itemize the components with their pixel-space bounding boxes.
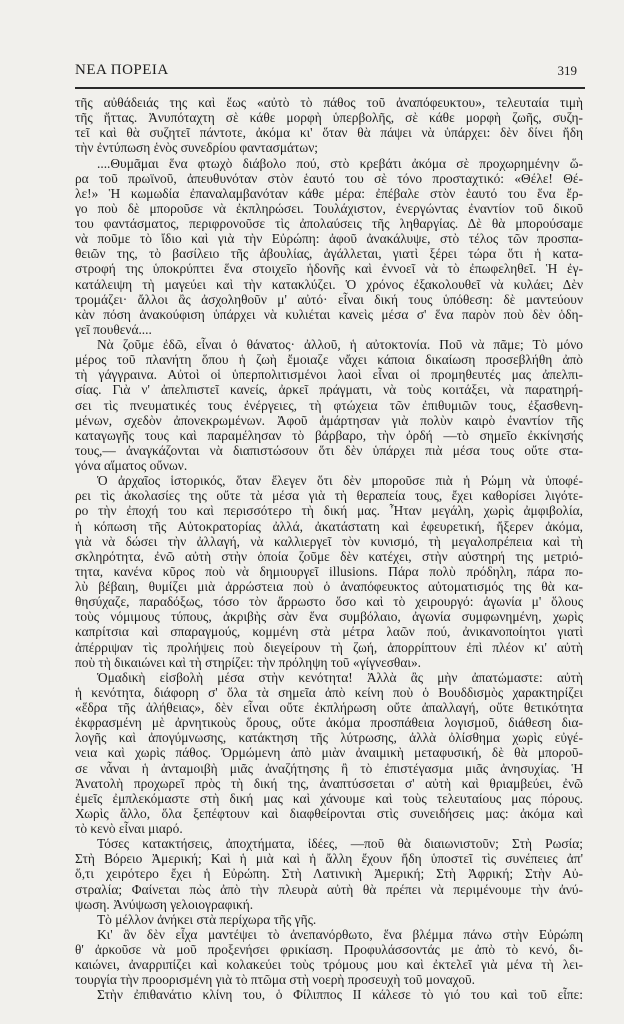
text-line: ἐκφρασμένη μὲ ἀρνητικοὺς ὅρους, οὔτε ἀκόμα προσπάθεια λογισμοῦ, διάθεση δια- (75, 715, 583, 731)
text-line: λογῆς καὶ ἀπογύμνωσης, κατάκτηση τῆς λύτρωσης, ἀλλὰ ὀλίσθημα χωρὶς εὐγέ- (75, 730, 583, 746)
text-line: τουργία τὴν προορισμένη γιὰ τὸ πτῶμα στὴ νοερὴ προσευχὴ τοῦ μοναχοῦ. (75, 972, 475, 988)
page-number: 319 (557, 63, 577, 78)
text-line: κὰν πόση ἀνακούφιση ὑπάρχει νὰ κυλιέται κανεὶς μέσα σ' ἕνα παρὸν ποὺ δὲν ὁδη- (75, 306, 583, 322)
text-line: σε νἆναι ἡ ἀνταμοιβὴ μιᾶς ἀναζήτησης ἢ τὸ ἐπιστέγασμα μιᾶς ἀνησυχίας. Ἡ (75, 760, 583, 776)
text-line: τὴ γάγγραινα. Αὐτοὶ οἱ ὑπερπολιτισμένοι λαοὶ εἶναι οἱ προμηθευτές μας ἀπελπι- (75, 367, 583, 383)
text-line: Τὸ μέλλον ἀνήκει στὰ περίχωρα τῆς γῆς. (97, 911, 317, 927)
text-line: θ' ἀρκοῦσε νὰ μοῦ προξενήσει φρικίαση. Προφυλάσσοντάς με ἀπὸ τὸ κενό, δι- (75, 942, 583, 957)
text-line: ρο τὴν ἐποχή του καὶ περισσότερο τὴ δική μας. Ἦταν μεγάλη, χωρὶς ἀμφιβολία, (75, 503, 583, 519)
text-line: Τόσες κατακτήσεις, ἀποχτήματα, ἰδέες, —ποῦ θὰ διαιωνιστοῦν; Στὴ Ρωσία; (97, 836, 583, 852)
text-line: τοὺς νόμιμους τύπους, ἀκριβὴς σὰν ἕνα συμβόλαιο, ἀγωνία συμφωνημένη, χωρὶς (75, 609, 583, 625)
text-line: Χωρὶς ἄλλο, ὅλα ξεπέφτουν καὶ διαφθείρονται στὶς συνειδήσεις μας: ἀκόμα καὶ (75, 805, 583, 821)
text-line: νὰ ποῦμε τὸ ἴδιο καὶ γιὰ τὴν Εὐρώπη: ἀφοῦ ἀνακάλυψε, στὸ τέλος τῶν προσπα- (75, 231, 583, 247)
text-line: τῆς ἥττας. Ἀνυπόταχτη σὲ κάθε μορφὴ ὑπερβολῆς, σὲ κάθε μορφὴ ζωῆς, συζη- (75, 110, 583, 126)
text-line: τρομάζει· ἄλλοι ἂς ἀσχοληθοῦν μ' αὐτό· εἶναι δική τους ὑπόθεση: δὲ μαντεύουν (75, 291, 583, 307)
text-line: μένων, σχεδὸν ἀπονεκρωμένων. Ἀφοῦ ἁμάρτησαν γιὰ πολὺν καιρὸ ἐναντίον τῆς (75, 412, 583, 428)
text-line: νεια καὶ χωρὶς πάθος. Ὁρμώμενη ἀπὸ μιὰν ἀναιμικὴ μεταφυσική, δὲ θὰ μποροῦ- (75, 745, 583, 761)
text-line: θειῶν της, τὸ βασίλειο τῆς ἀβουλίας, ἀγάλλεται, γιατὶ ξέρει τώρα ὅτι ἡ κατα- (75, 246, 583, 262)
text-line: τὸ κενὸ εἶναι μιαρό. (75, 821, 183, 836)
text-line: σκληρότητα, ἐνῶ αὐτὴ στὴν ὁποία ζοῦμε δὲν κατέχει, στὴν αὐστηρή της μετριό- (75, 548, 583, 564)
text-line: κατάλειψη τὴ μαγεύει καὶ τὴν κατακλύζει. Ὁ χρόνος ἐξακολουθεῖ νὰ κυλάει; Δὲν (75, 276, 583, 292)
running-header (75, 62, 583, 84)
text-line: τητα, κανένα κῦρος ποὺ νὰ δημιουργεῖ illusions. Πάρα πολὺ πρόδηλη, πάρα πο- (75, 563, 583, 579)
text-line: λε!» Ἡ κωμωδία ἐπαναλαμβανόταν κάθε μέρα: ἐπέβαλε στὸν ἑαυτό του ἕνα ἔρ- (75, 185, 583, 201)
text-line: ἡ κόπωση τῆς Αὐτοκρατορίας ἀλλά, ἀκατάστατη καὶ ἐφευρετική, ἤξερεν ἀκόμα, (75, 518, 583, 534)
text-line: του φαντάσματος, περιφρονοῦσε τὶς ἀπολαύσεις τῆς ληθαργίας. Δὲ θὰ μπορούσαμε (75, 216, 583, 231)
text-line: ὅ,τι χειρότερο ἔχει ἡ Εὐρώπη. Στὴ Λατινικὴ Ἀμερική; Στὴ Ἀφρική; Στὴν Αὐ- (75, 866, 583, 882)
text-line: μέρος τοῦ πλανήτη ὅπου ἡ ζωὴ ἔμοιαζε νἄχει κάποια δικαίωση προσεβλήθη ἀπὸ (75, 352, 583, 368)
text-line: ἐμεῖς ἐμπλεκόμαστε στὴ δική μας καὶ χάνουμε καὶ τοὺς τελευταίους μας πόρους. (75, 790, 583, 806)
header-rule (75, 87, 585, 89)
journal-title: ΝΕΑ ΠΟΡΕΙΑ (75, 62, 169, 78)
text-line: ρα τοῦ πρωϊνοῦ, ἀπευθυνόταν στὸν ἑαυτό του σὲ τόνο προσταχτικό: «Θέλε! Θέ- (75, 170, 583, 186)
text-line: γόνα αἵματος οὔνων. (75, 458, 188, 473)
text-line: γεῖ πουθενά.... (75, 321, 152, 337)
text-line: καταγωγῆς τους καὶ παραμέλησαν τὸ βάρβαρο, τὴν ὀρδή —τὸ σημεῖο ἐκκίνησής (75, 427, 583, 443)
text-line: «ἕδρα τῆς ἀλήθειας», δὲν εἶναι οὔτε ἐκπλήρωση οὔτε ἀπαλλαγή, οὔτε θετικότητα (75, 700, 583, 715)
text-line: τὴν ἐντύπωση ἑνὸς συνεδρίου φαντασμάτων; (75, 140, 319, 156)
body-text (75, 95, 583, 1003)
text-line: καιώνει, ἀναρριπίζει καὶ κολακεύει τοὺς τρόμους μου καὶ ἐκτελεῖ γιὰ μένα τὴ λει- (75, 957, 583, 973)
text-line: ἀπέρριψαν τὶς προλήψεις ποὺ διεγείρουν τὴ ζωή, ἀπορρίπτουν ἐπὶ πλέον κι' αὐτὴ (75, 639, 583, 655)
text-line: στραλία; Φαίνεται πὼς ἀπὸ τὴν πλευρὰ αὐτὴ θὰ πρέπει νὰ περιμένουμε τὴν ἀνύ- (75, 881, 583, 897)
text-line: θησύχαζε, παραδόξως, τόσο τὸν ἄρρωστο ὅσο καὶ τὸ χειρουργό: ἀγωνία μ' ὅλους (75, 594, 583, 610)
text-line: λὺ βέβαιη, θυμίζει μιὰ ἀρρώστεια ποὺ ὁ ἀναπόφευκτος αὐτοματισμός της θὰ κα- (75, 579, 583, 594)
text-line: ποὺ τὴ δικαιώνει καὶ τὴ στηρίζει: τὴν πρόληψη τοῦ «γίγνεσθαι». (75, 654, 422, 670)
text-line: Στὴ Βόρειο Ἀμερική; Καὶ ἡ μιὰ καὶ ἡ ἄλλη ἔχουν ἤδη ὑποστεῖ τὶς συνέπειες ἀπ' (75, 851, 583, 867)
text-line: Ἀνατολὴ προχωρεῖ πρὸς τὴ δική της, ἀναπτύσσεται σ' αὐτὴ καὶ θριαμβεύει, ἐνῶ (75, 775, 583, 791)
text-line: ....Θυμᾶμαι ἕνα φτωχὸ διάβολο πού, στὸ κρεβάτι ἀκόμα σὲ προχωρημένην ὥ- (97, 155, 583, 171)
text-line: τεῖ καὶ θὰ συζητεῖ πάντοτε, ἀκόμα κι' ὅταν θὰ πάψει νὰ ὑπάρχει: δὲν δίνει ἤδη (75, 125, 583, 141)
text-line: ρει τὶς ἀκολασίες της οὔτε τὰ μέσα γιὰ τὴ θεραπεία τους, ἔχει καθορίσει λιγότε- (75, 488, 583, 504)
text-line: ψωση. Ἀνύψωση γελοιογραφική. (75, 896, 254, 912)
text-line: τους,— ἀναγκάζονται νὰ διαπιστώσουν ὅτι δὲν ὑπάρχει πιὰ μέσα τους οὔτε στα- (75, 442, 583, 458)
text-line: Νὰ ζοῦμε ἐδῶ, εἶναι ὁ θάνατος· ἀλλοῦ, ἡ αὐτοκτονία. Ποῦ νὰ πᾶμε; Τὸ μόνο (97, 337, 583, 352)
text-line: καπρίτσια καὶ σπαραγμούς, κομμένη στὰ μέτρα λαῶν πού, ἀνικανοποίητοι γιατὶ (75, 624, 583, 640)
text-line: στροφή της ὑποκρύπτει ἕνα στοιχεῖο ἡδονῆς καὶ ἐννοεῖ νὰ τὸ ἐπωφεληθεῖ. Ἡ ἐγ- (75, 261, 583, 277)
text-line: Στὴν ἐπιθανάτιο κλίνη του, ὁ Φίλιππος ΙΙ κάλεσε τὸ γιό του καὶ τοῦ εἶπε: (97, 987, 583, 1003)
text-line: γο ποὺ δὲ μποροῦσε νὰ ἐκπληρώσει. Τουλάχιστον, ἐνεργώντας ἐναντίον τοῦ δικοῦ (75, 200, 583, 216)
text-line: ἡ κενότητα, διάφορη σ' ὅλα τὰ σημεῖα ἀπὸ κείνη ποὺ ὁ Βουδδισμὸς χαρακτηρίζει (75, 684, 583, 700)
text-line: Κι' ἂν δὲν εἶχα μαντέψει τὸ ἀνεπανόρθωτο, ἕνα βλέμμα πάνω στὴν Εὐρώπη (97, 926, 583, 942)
text-line: σει τὶς πνευματικές τους ἐνέργειες, τὴ φτώχεια τῶν ἐπιθυμιῶν τους, ἐξασθενη- (75, 397, 583, 413)
text-line: Ὁμαδικὴ εἰσβολὴ μέσα στὴν κενότητα! Ἀλλὰ ἂς μὴν ἀπατώμαστε: αὐτὴ (97, 669, 583, 685)
text-line: Ὁ ἀρχαῖος ἱστορικός, ὅταν ἔλεγεν ὅτι δὲν μποροῦσε πιὰ ἡ Ρώμη νὰ ὑποφέ- (97, 473, 583, 489)
text-line: τῆς αὐθάδειάς της καὶ ἕως «αὐτὸ τὸ πάθος τοῦ ἀναπόφευκτου», τελευταία τιμὴ (75, 95, 583, 110)
text-line: σίας. Γιὰ ν' ἀπελπιστεῖ κανείς, ἀρκεῖ πράγματι, νὰ τοὺς κοιτάξει, νὰ παρατηρή- (75, 382, 583, 398)
text-line: γιὰ νὰ δώσει τὴν ἀλλαγή, νὰ καλλιεργεῖ τὸν κυνισμό, τὴ μεγαλοπρέπεια καὶ τὴ (75, 533, 583, 549)
